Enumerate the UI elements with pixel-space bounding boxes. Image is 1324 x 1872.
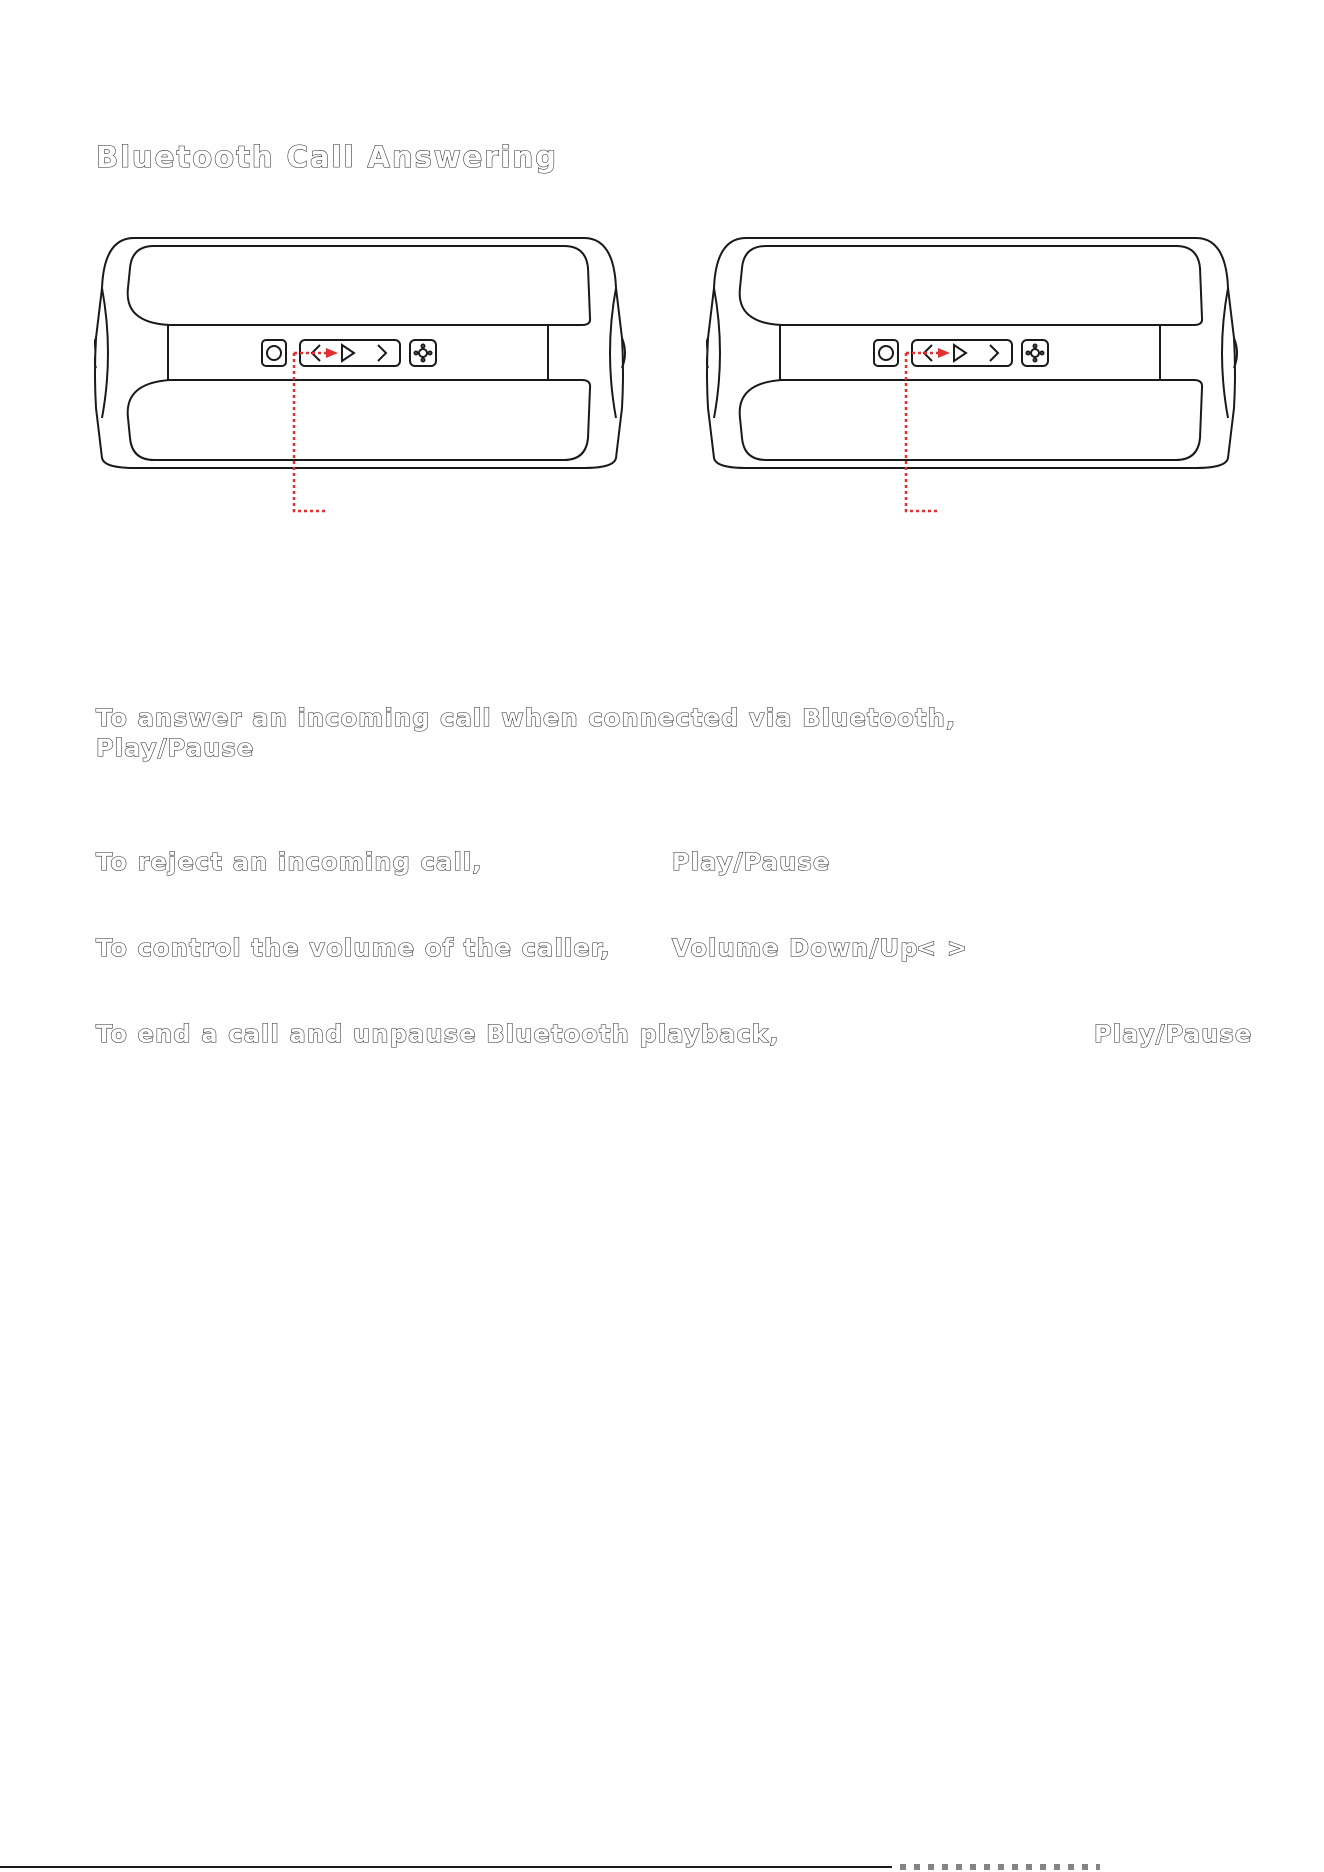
- volume-symbols: < >: [916, 934, 969, 962]
- speaker-illustration: [706, 228, 1266, 518]
- answer-call-button-label: Play/Pause: [96, 734, 255, 762]
- speaker-figure-right: [706, 228, 1266, 518]
- page-title: Bluetooth Call Answering: [96, 140, 558, 174]
- end-call-instruction: To end a call and unpause Bluetooth playback,: [96, 1020, 780, 1048]
- volume-button-label: Volume Down/Up: [672, 934, 919, 962]
- end-call-button-label: Play/Pause: [1094, 1020, 1253, 1048]
- volume-instruction: To control the volume of the caller,: [96, 934, 611, 962]
- footer-mark: [900, 1864, 1100, 1870]
- answer-call-instruction: To answer an incoming call when connected via Bluetooth,: [96, 704, 957, 732]
- reject-call-instruction: To reject an incoming call,: [96, 848, 483, 876]
- reject-call-button-label: Play/Pause: [672, 848, 831, 876]
- speaker-figure-left: [94, 228, 654, 518]
- bottom-rule: [0, 1866, 892, 1868]
- speaker-illustration: [94, 228, 654, 518]
